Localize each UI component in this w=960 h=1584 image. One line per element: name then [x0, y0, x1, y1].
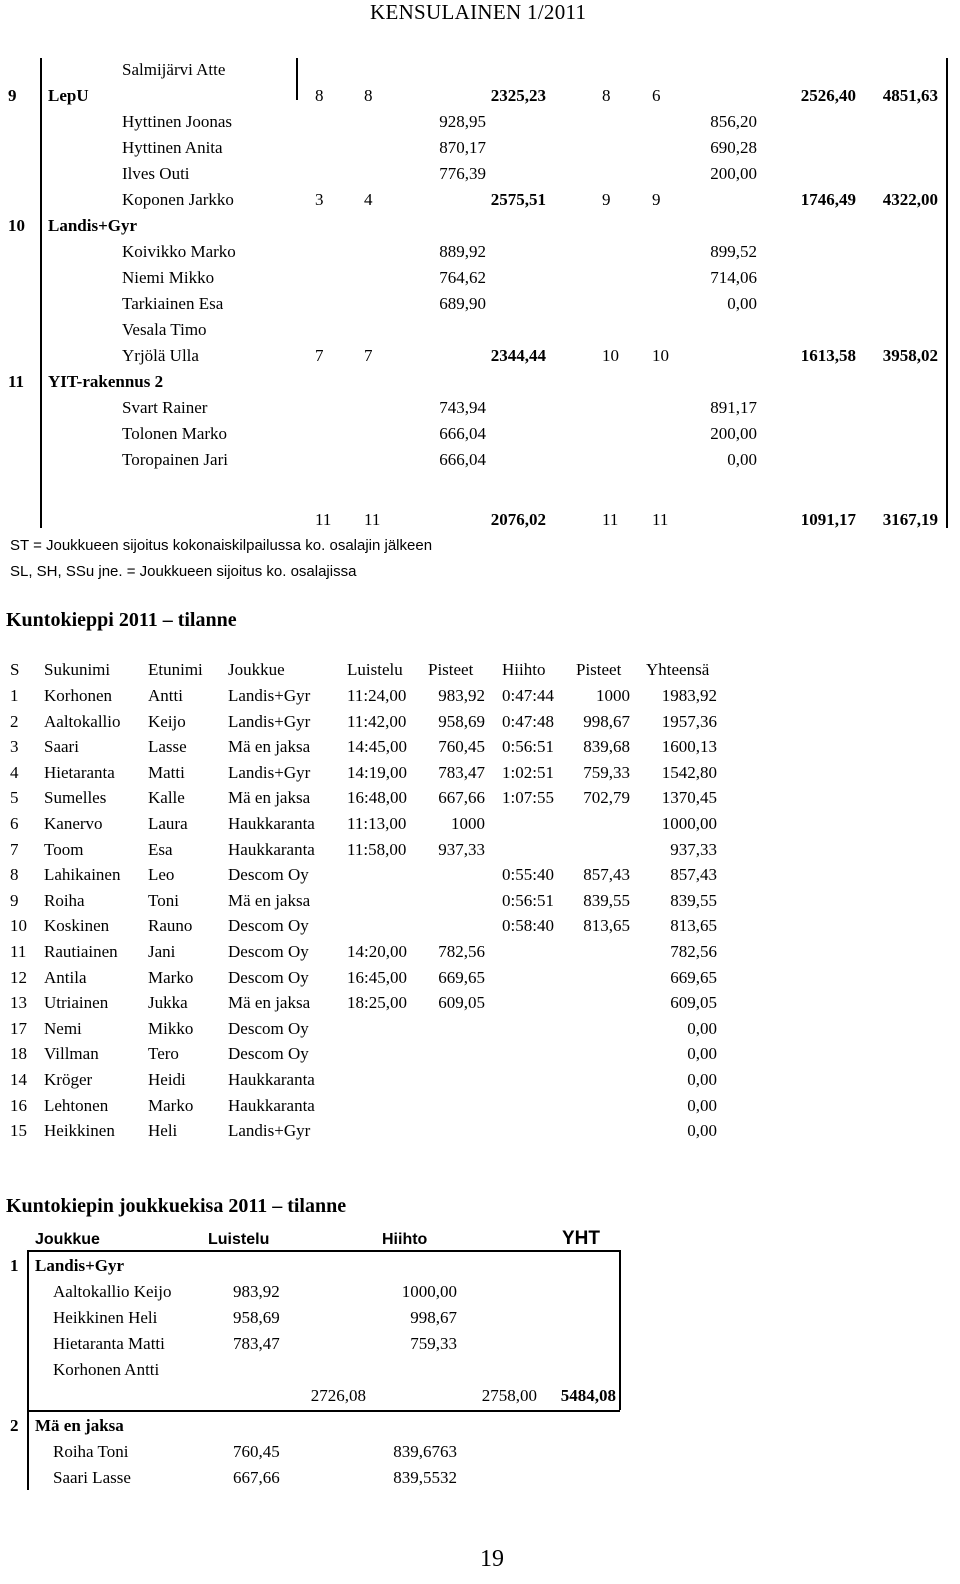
- page-number: 19: [480, 1546, 504, 1572]
- kk-cell: Heli: [148, 1121, 178, 1141]
- kk-cell: Hietaranta: [44, 762, 115, 782]
- kk-cell: 7: [10, 839, 19, 859]
- kk-cell: Descom Oy: [228, 942, 309, 961]
- kk-cell: Heidi: [148, 1070, 186, 1089]
- totals-rank-1: 8: [315, 86, 324, 105]
- kk-cell: Descom Oy: [228, 1044, 309, 1064]
- kk-cell: 813,65: [670, 916, 717, 936]
- kk-cell: Haukkaranta: [228, 839, 315, 859]
- kk-header-cell: Pisteet: [576, 660, 622, 679]
- kk-cell: Jani: [148, 942, 176, 961]
- kk-cell: Mä en jaksa: [228, 788, 311, 808]
- jk-member-skate: 783,47: [233, 1334, 280, 1353]
- kk-cell: 5: [10, 788, 19, 808]
- totals-rank-4: 9: [652, 190, 661, 209]
- member-score-1: 928,95: [439, 112, 486, 131]
- jk-member-skate: 958,69: [233, 1308, 280, 1327]
- kk-cell: Matti: [148, 762, 185, 782]
- kk-cell: Villman: [44, 1044, 99, 1064]
- kk-cell: 0:47:44: [502, 686, 554, 705]
- kk-header-cell: Pisteet: [428, 660, 474, 679]
- totals-rank-4: 10: [652, 346, 669, 365]
- kuntokieppi-title: Kuntokieppi 2011 – tilanne: [6, 609, 237, 631]
- totals-grand: 4851,63: [882, 86, 938, 105]
- kk-cell: 16: [10, 1095, 27, 1115]
- kk-cell: Antila: [44, 967, 87, 987]
- member-score-2: 714,06: [710, 268, 757, 287]
- team-name: LepU: [48, 86, 89, 105]
- kk-cell: Descom Oy: [228, 916, 309, 936]
- kk-cell: Landis+Gyr: [228, 686, 311, 705]
- jk-sum-ski: 2758,00: [481, 1386, 537, 1405]
- kk-cell: 17: [10, 1018, 27, 1038]
- kk-cell: 983,92: [438, 686, 485, 705]
- member-name: Salmijärvi Atte: [122, 60, 226, 79]
- kk-cell: 11: [10, 942, 27, 961]
- totals-rank-4: 6: [652, 86, 661, 105]
- jk-team-rank: 1: [10, 1256, 19, 1275]
- member-score-1: 666,04: [439, 424, 486, 443]
- member-score-1: 743,94: [439, 398, 486, 417]
- kk-cell: 14:19,00: [347, 762, 407, 782]
- kk-cell: 1000: [596, 686, 630, 705]
- kk-cell: Korhonen: [44, 686, 112, 705]
- totals-sum-2: 1091,17: [800, 510, 856, 529]
- totals-sum-1: 2325,23: [490, 86, 546, 105]
- note-line: SL, SH, SSu jne. = Joukkueen sijoitus ko. osalajissa: [10, 563, 357, 580]
- totals-rank-2: 7: [364, 346, 373, 365]
- kk-cell: Mä en jaksa: [228, 890, 311, 910]
- jk-member-ski: 839,5532: [393, 1468, 457, 1487]
- jk-header-total: YHT: [562, 1228, 600, 1249]
- totals-grand: 3958,02: [882, 346, 938, 365]
- totals-rank-1: 11: [315, 510, 332, 529]
- totals-rank-2: 4: [364, 190, 373, 209]
- kk-cell: 6: [10, 814, 19, 833]
- kk-cell: 11:58,00: [347, 839, 407, 859]
- totals-rank-3: 8: [602, 86, 611, 105]
- kk-cell: 1957,36: [661, 711, 717, 731]
- jk-right-line: [619, 1250, 621, 1410]
- kk-cell: 998,67: [583, 711, 630, 731]
- kk-cell: 1000: [451, 814, 485, 833]
- kk-cell: Mä en jaksa: [228, 993, 311, 1013]
- totals-rank-2: 8: [364, 86, 373, 105]
- totals-rank-4: 11: [652, 510, 669, 529]
- kk-cell: 1600,13: [661, 737, 717, 757]
- kk-cell: 18:25,00: [347, 993, 407, 1013]
- jk-total: 5484,08: [560, 1386, 616, 1405]
- jk-header-line: [27, 1250, 620, 1252]
- kk-cell: 782,56: [670, 942, 717, 961]
- kk-cell: Tero: [148, 1044, 179, 1064]
- kk-cell: 669,65: [670, 967, 717, 987]
- member-score-2: 0,00: [727, 450, 757, 469]
- kk-cell: Nemi: [44, 1018, 82, 1038]
- kk-cell: 760,45: [438, 737, 485, 757]
- totals-rank-3: 10: [602, 346, 619, 365]
- kk-cell: 958,69: [438, 711, 485, 731]
- member-score-2: 899,52: [710, 242, 757, 261]
- team-name: YIT-rakennus 2: [48, 372, 164, 391]
- kk-cell: 11:13,00: [347, 814, 407, 833]
- kk-cell: Landis+Gyr: [228, 1121, 311, 1141]
- kk-cell: 702,79: [583, 788, 630, 808]
- kk-cell: 11:42,00: [347, 711, 407, 731]
- totals-rank-1: 3: [315, 190, 324, 209]
- kk-cell: 669,65: [438, 967, 485, 987]
- kk-cell: Leo: [148, 865, 175, 885]
- kk-cell: 15: [10, 1121, 27, 1141]
- kk-cell: 16:48,00: [347, 788, 407, 808]
- kk-cell: 667,66: [438, 788, 485, 808]
- kk-cell: 1000,00: [661, 814, 717, 833]
- table-border-left: [40, 58, 42, 528]
- member-name: Yrjölä Ulla: [122, 346, 199, 365]
- kk-cell: 0:58:40: [502, 916, 554, 936]
- kk-cell: Marko: [148, 1095, 194, 1115]
- team-name: Landis+Gyr: [48, 216, 138, 235]
- kk-header-cell: Luistelu: [347, 660, 403, 679]
- kk-cell: Landis+Gyr: [228, 711, 311, 731]
- kk-cell: 937,33: [670, 839, 717, 859]
- kk-cell: 783,47: [438, 762, 485, 782]
- jk-header-team: Joukkue: [35, 1231, 100, 1248]
- member-name: Koivikko Marko: [122, 242, 236, 261]
- jk-member-ski: 1000,00: [401, 1282, 457, 1301]
- kk-cell: Lasse: [148, 737, 187, 757]
- kk-cell: Descom Oy: [228, 1018, 309, 1038]
- kk-cell: Kröger: [44, 1070, 93, 1089]
- kk-cell: 839,55: [583, 890, 630, 910]
- kk-cell: 10: [10, 916, 27, 936]
- kk-cell: 0,00: [687, 1095, 717, 1115]
- jk-team-rank: 2: [10, 1416, 19, 1435]
- kk-cell: 14:20,00: [347, 942, 407, 961]
- kk-cell: Mikko: [148, 1018, 194, 1038]
- totals-sum-1: 2575,51: [490, 190, 546, 209]
- kk-cell: 0:47:48: [502, 711, 554, 731]
- member-score-2: 891,17: [710, 398, 757, 417]
- kk-cell: 0,00: [687, 1018, 717, 1038]
- kk-cell: 2: [10, 711, 19, 731]
- jk-sum-skate: 2726,08: [310, 1386, 366, 1405]
- kk-header-cell: Yhteensä: [646, 660, 710, 679]
- kk-cell: 609,05: [670, 993, 717, 1013]
- table-border-right: [946, 58, 948, 528]
- kk-cell: Haukkaranta: [228, 814, 315, 833]
- member-score-2: 0,00: [727, 294, 757, 313]
- jk-member-name: Korhonen Antti: [53, 1360, 160, 1379]
- jk-member-ski: 759,33: [410, 1334, 457, 1353]
- kk-cell: 9: [10, 890, 19, 910]
- kk-cell: Jukka: [148, 993, 188, 1013]
- jk-team-name: Mä en jaksa: [35, 1416, 124, 1435]
- member-score-2: 200,00: [710, 164, 757, 183]
- member-name: Tarkiainen Esa: [122, 294, 224, 313]
- kk-cell: 839,55: [670, 890, 717, 910]
- jk-member-name: Hietaranta Matti: [53, 1334, 165, 1353]
- kk-cell: 759,33: [583, 762, 630, 782]
- kk-cell: Mä en jaksa: [228, 737, 311, 757]
- member-score-1: 764,62: [439, 268, 486, 287]
- kk-cell: 18: [10, 1044, 27, 1064]
- jk-member-ski: 998,67: [410, 1308, 457, 1327]
- jk-member-ski: 839,6763: [393, 1442, 457, 1461]
- kk-cell: Heikkinen: [44, 1121, 115, 1141]
- kk-cell: 14:45,00: [347, 737, 407, 757]
- jk-member-skate: 760,45: [233, 1442, 280, 1461]
- team-rank: 9: [8, 86, 17, 105]
- member-name: Ilves Outi: [122, 164, 190, 183]
- kk-cell: Roiha: [44, 890, 85, 910]
- totals-sum-1: 2344,44: [490, 346, 546, 365]
- kk-cell: Sumelles: [44, 788, 107, 808]
- kk-cell: 1542,80: [661, 762, 717, 782]
- kk-cell: 1: [10, 686, 19, 705]
- jk-left-line: [27, 1250, 29, 1490]
- totals-sum-1: 2076,02: [490, 510, 546, 529]
- jk-member-name: Aaltokallio Keijo: [53, 1282, 172, 1301]
- kk-cell: 1:02:51: [502, 762, 554, 782]
- kk-header-cell: Etunimi: [148, 660, 203, 679]
- kk-cell: 0,00: [687, 1070, 717, 1089]
- member-name: Svart Rainer: [122, 398, 208, 417]
- member-score-2: 690,28: [710, 138, 757, 157]
- joukkuekisa-title: Kuntokiepin joukkuekisa 2011 – tilanne: [6, 1195, 347, 1217]
- kk-cell: 13: [10, 993, 27, 1013]
- kk-cell: Lehtonen: [44, 1095, 109, 1115]
- kk-cell: 16:45,00: [347, 967, 407, 987]
- kk-cell: Toom: [44, 839, 84, 859]
- jk-total-underline: [27, 1410, 620, 1412]
- totals-grand: 4322,00: [882, 190, 938, 209]
- totals-sum-2: 1613,58: [800, 346, 856, 365]
- member-score-1: 870,17: [439, 138, 486, 157]
- member-score-2: 200,00: [710, 424, 757, 443]
- totals-rank-2: 11: [364, 510, 381, 529]
- kk-header-cell: Sukunimi: [44, 660, 111, 679]
- kk-cell: Marko: [148, 967, 194, 987]
- team-rank: 10: [8, 216, 25, 235]
- kk-header-cell: S: [10, 660, 20, 679]
- kk-cell: 937,33: [438, 839, 485, 859]
- kk-cell: Keijo: [148, 711, 186, 731]
- member-name: Koponen Jarkko: [122, 190, 234, 209]
- member-name: Niemi Mikko: [122, 268, 215, 287]
- totals-sum-2: 1746,49: [800, 190, 856, 209]
- totals-sum-2: 2526,40: [800, 86, 856, 105]
- totals-rank-3: 11: [602, 510, 619, 529]
- jk-member-name: Heikkinen Heli: [53, 1308, 158, 1327]
- kk-cell: 0,00: [687, 1121, 717, 1141]
- kk-cell: 1:07:55: [502, 788, 554, 808]
- kk-cell: 857,43: [583, 865, 630, 885]
- kk-header-cell: Joukkue: [228, 660, 285, 679]
- kk-cell: Saari: [44, 737, 79, 757]
- kk-cell: Aaltokallio: [44, 711, 121, 731]
- kk-cell: 839,68: [583, 737, 630, 757]
- kk-cell: Lahikainen: [44, 865, 121, 885]
- jk-header-ski: Hiihto: [382, 1231, 428, 1248]
- jk-team-name: Landis+Gyr: [35, 1256, 125, 1275]
- member-name: Tolonen Marko: [122, 424, 228, 443]
- kk-cell: Descom Oy: [228, 967, 309, 987]
- kk-cell: Koskinen: [44, 916, 110, 936]
- kk-cell: Utriainen: [44, 993, 109, 1013]
- kk-cell: 857,43: [670, 865, 717, 885]
- kk-cell: Landis+Gyr: [228, 762, 311, 782]
- kk-cell: Kalle: [148, 788, 185, 808]
- kk-cell: 0,00: [687, 1044, 717, 1064]
- jk-member-name: Roiha Toni: [53, 1442, 129, 1461]
- kk-cell: Laura: [148, 814, 188, 833]
- kk-cell: 1370,45: [661, 788, 717, 808]
- member-score-1: 889,92: [439, 242, 486, 261]
- kk-cell: Descom Oy: [228, 865, 309, 885]
- jk-member-skate: 983,92: [233, 1282, 280, 1301]
- kk-cell: 8: [10, 865, 19, 885]
- jk-member-skate: 667,66: [233, 1468, 280, 1487]
- jk-member-name: Saari Lasse: [53, 1468, 131, 1487]
- table-border-inner: [296, 58, 298, 100]
- kk-cell: Toni: [148, 890, 179, 910]
- kk-cell: 12: [10, 967, 27, 987]
- member-name: Toropainen Jari: [122, 450, 228, 469]
- team-rank: 11: [8, 372, 25, 391]
- kk-cell: Antti: [148, 686, 183, 705]
- totals-rank-1: 7: [315, 346, 324, 365]
- kk-cell: Rauno: [148, 916, 193, 936]
- kk-cell: 0:56:51: [502, 890, 554, 910]
- note-line: ST = Joukkueen sijoitus kokonaiskilpailussa ko. osalajin jälkeen: [10, 537, 433, 554]
- kk-cell: 813,65: [583, 916, 630, 936]
- kk-cell: 609,05: [438, 993, 485, 1013]
- kk-cell: Kanervo: [44, 814, 103, 833]
- kk-cell: 11:24,00: [347, 686, 407, 705]
- kk-header-cell: Hiihto: [502, 660, 546, 679]
- member-name: Vesala Timo: [122, 320, 207, 339]
- member-score-1: 666,04: [439, 450, 486, 469]
- kk-cell: 14: [10, 1070, 27, 1089]
- member-score-2: 856,20: [710, 112, 757, 131]
- kk-cell: 4: [10, 762, 19, 782]
- member-name: Hyttinen Anita: [122, 138, 223, 157]
- kk-cell: Rautiainen: [44, 942, 118, 961]
- kk-cell: 3: [10, 737, 19, 757]
- totals-grand: 3167,19: [882, 510, 938, 529]
- member-score-1: 689,90: [439, 294, 486, 313]
- kk-cell: Haukkaranta: [228, 1070, 315, 1089]
- member-name: Hyttinen Joonas: [122, 112, 233, 131]
- jk-header-skate: Luistelu: [208, 1231, 270, 1248]
- page-header: KENSULAINEN 1/2011: [370, 0, 587, 24]
- kk-cell: 1983,92: [661, 686, 717, 705]
- member-score-1: 776,39: [439, 164, 486, 183]
- kk-cell: Haukkaranta: [228, 1095, 315, 1115]
- kk-cell: 782,56: [438, 942, 485, 961]
- kk-cell: Esa: [148, 839, 173, 859]
- totals-rank-3: 9: [602, 190, 611, 209]
- kk-cell: 0:56:51: [502, 737, 554, 757]
- kk-cell: 0:55:40: [502, 865, 554, 885]
